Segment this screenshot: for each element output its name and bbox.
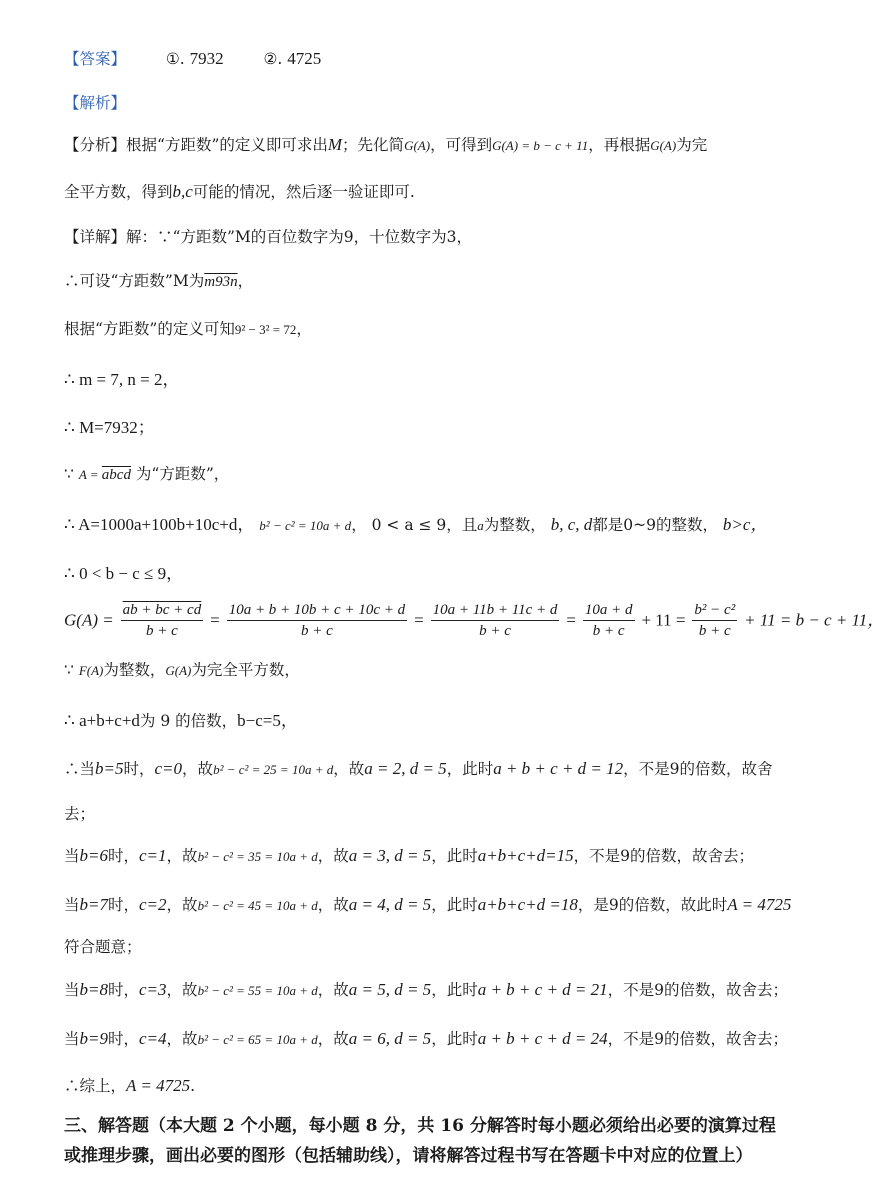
detail-eq: c=2 (139, 895, 167, 914)
detail-line-6 (64, 463, 830, 486)
detail-text: ， 0 < a ≤ 9，且 (351, 516, 478, 534)
detail-text: ， (296, 320, 312, 338)
detail-text: ，是9的倍数，故此时 (577, 896, 728, 914)
detail-text: 时， (108, 847, 140, 865)
detail-eq: b² − c² = 25 = 10a + d (213, 762, 334, 777)
detail-line-4 (64, 369, 830, 391)
fenxi-ga: G(A) (404, 138, 431, 153)
detail-line-5 (64, 417, 830, 439)
detail-text: 去； (64, 805, 96, 823)
fraction-numerator: b² − c² (692, 600, 737, 621)
detail-eq: b² − c² = 55 = 10a + d (197, 983, 318, 998)
fenxi-text: ，再根据 (588, 136, 651, 154)
section-3-text: 或推理步骤，画出必要的图形（包括辅助线），请将解答过程书写在答题卡中对应的位置上） (64, 1146, 753, 1166)
detail-eq: G(A) = (64, 610, 114, 630)
detail-eq: b² − c² = 45 = 10a + d (197, 898, 318, 913)
detail-text: 时， (108, 981, 140, 999)
detail-text: ，不是9的倍数，故舍去； (607, 1030, 789, 1048)
fraction-denominator: b + c (301, 623, 333, 639)
detail-line-1 (64, 226, 830, 248)
detail-text: ，故 (317, 847, 349, 865)
detail-text: ，故 (333, 760, 365, 778)
detail-text: 根据“方距数”的定义可知 (64, 320, 235, 338)
detail-eq: b=9 (79, 1029, 108, 1048)
fenxi-tag: 【分析】 (64, 136, 127, 154)
detail-eq: c=4 (139, 1029, 167, 1048)
detail-eq: a+b+c+d=15 (477, 846, 574, 865)
fraction (121, 600, 204, 641)
fenxi-text: 可能的情况，然后逐一验证即可. (192, 183, 415, 201)
detail-text: ， (237, 272, 254, 290)
detail-line-16 (64, 936, 830, 958)
detail-eq: b² − c² = 35 = 10a + d (197, 849, 318, 864)
detail-text: ，故 (182, 760, 214, 778)
detail-text: 为 9 的倍数， (139, 712, 238, 730)
detail-line-2 (64, 270, 830, 293)
detail-text: ，故 (166, 847, 198, 865)
detail-line-13 (64, 803, 830, 825)
detail-eq: a + b + c + d = 21 (477, 980, 608, 999)
section-3-text: 三、解答题（本大题 2 个小题，每小题 8 分，共 16 分解答时每小题必须给出必要的演算过程 (64, 1116, 776, 1136)
detail-eq: b>c， (722, 515, 768, 534)
detail-text: 当 (64, 1030, 80, 1048)
detail-text: ，此时 (446, 760, 494, 778)
detail-line-7 (64, 514, 830, 537)
detail-eq: + 11 = b − c + 11， (744, 610, 885, 630)
detail-line-17 (64, 979, 830, 1002)
fraction-numerator: 10a + d (583, 600, 635, 621)
detail-eq: b=5 (95, 759, 124, 778)
detail-line-15 (64, 894, 830, 917)
section-3-heading-line-2 (64, 1145, 830, 1167)
detail-eq: A = 4725 (126, 1076, 191, 1095)
detail-var: b, c, d (550, 515, 593, 534)
detail-line-9: G(A) = $\frac{ab + bc + cd}{b + c}$ = $\frac{10a + b + 10b + c + 10c + d}{b + c}$ = $\frac{10a + 11b + 11c + d}{b + c}$ = $\frac{10a + d}{b + c}$ + 11 = $\frac{\text{b² − c²}}{b + c}$ + 11 = b − c + 11， (64, 602, 885, 639)
fraction-denominator: b + c (479, 623, 511, 639)
fraction-denominator: b + c (698, 623, 731, 639)
overline-number: m93n (204, 274, 238, 290)
detail-text: 符合题意； (64, 938, 142, 956)
detail-line-12 (64, 758, 830, 781)
fraction-denominator: b + c (146, 623, 178, 639)
detail-text: 时， (108, 896, 140, 914)
detail-line-8 (64, 563, 830, 585)
fenxi-text: 为完 (676, 136, 708, 154)
detail-line-11 (64, 710, 830, 732)
detail-eq: b² − c² = 10a + d (259, 518, 352, 533)
detail-eq: b=8 (79, 980, 108, 999)
detail-eq: G(A) (165, 663, 192, 678)
detail-eq: c=3 (139, 980, 167, 999)
detail-line-10 (64, 659, 830, 682)
analysis-tag: 【解析】 (64, 94, 127, 112)
fenxi-eq: G(A) = b − c + 11 (492, 138, 589, 153)
fraction-numerator: 10a + b + 10b + c + 10c + d (227, 600, 407, 621)
detail-eq: 9² − 3² = 72 (234, 322, 297, 337)
fraction (431, 600, 560, 641)
fenxi-bc: b,c (172, 182, 193, 201)
answer-1-value: 7932 (189, 49, 224, 68)
detail-eq: F(A) (78, 663, 104, 678)
fenxi-text: 根据“方距数”的定义即可求出 (126, 136, 328, 154)
detail-eq: a = 2, d = 5 (364, 759, 447, 778)
detail-eq: a+b+c+d =18 (477, 895, 578, 914)
detail-line-3 (64, 318, 830, 341)
section-3-heading-line-1 (64, 1115, 830, 1137)
overline-number: abcd (101, 467, 131, 483)
detail-text: ∴当 (64, 760, 96, 778)
detail-text: 时， (108, 1030, 140, 1048)
detail-text: ，不是9的倍数，故舍去； (607, 981, 789, 999)
detail-eq: a = 6, d = 5 (348, 1029, 432, 1048)
detail-text: 为完全平方数， (191, 661, 300, 679)
detail-text: ，此时 (431, 981, 478, 999)
detail-eq: a = 5, d = 5 (348, 980, 432, 999)
detail-eq: ∴ 0 < b − c ≤ 9， (64, 564, 184, 583)
detail-text: 都是0~9的整数， (592, 516, 718, 534)
fenxi-m: M (327, 135, 343, 154)
fraction (692, 600, 737, 641)
detail-tag: 【详解】 (64, 228, 127, 246)
fenxi-text: ；先化简 (342, 136, 405, 154)
detail-text: ∵ (64, 465, 74, 483)
answer-2-marker: ②. (263, 50, 283, 68)
fenxi-text: ，可得到 (430, 136, 493, 154)
detail-text: 解：∵“方距数”M的百位数字为9，十位数字为3， (126, 228, 472, 246)
detail-text: ，此时 (431, 896, 478, 914)
fenxi-ga: G(A) (650, 138, 677, 153)
detail-text: ∴综上， (64, 1077, 127, 1095)
detail-eq: A = (78, 467, 102, 482)
detail-eq: a = 3, d = 5 (348, 846, 432, 865)
detail-eq: c=0 (154, 759, 183, 778)
fenxi-line-2 (64, 181, 830, 203)
detail-text: ，此时 (431, 1030, 478, 1048)
detail-eq: ∴ A=1000a+100b+10c+d， (64, 515, 255, 534)
answer-tag: 【答案】 (64, 50, 127, 68)
detail-text: 当 (64, 847, 80, 865)
detail-eq: b² − c² = 65 = 10a + d (197, 1032, 318, 1047)
fenxi-text: 全平方数，得到 (64, 183, 173, 201)
fraction-numerator: 10a + 11b + 11c + d (431, 600, 560, 621)
detail-eq: ∴ M=7932； (64, 418, 155, 437)
answer-line (64, 48, 830, 70)
detail-text: ，故 (317, 896, 349, 914)
fraction (583, 600, 635, 641)
detail-eq: ∴ m = 7, n = 2， (64, 370, 180, 389)
detail-text: ，不是9的倍数，故舍去； (573, 847, 755, 865)
detail-text: ，故 (166, 1030, 198, 1048)
detail-text: ∵ (64, 661, 74, 679)
detail-text: ，此时 (431, 847, 478, 865)
detail-eq: + 11 = (641, 610, 686, 630)
detail-text: 时， (123, 760, 155, 778)
detail-eq: A = 4725 (727, 895, 792, 914)
detail-text: . (190, 1077, 196, 1095)
fraction (227, 600, 407, 641)
analysis-heading (64, 92, 830, 114)
detail-eq: b=6 (79, 846, 108, 865)
detail-text: ，故 (166, 981, 198, 999)
detail-var: a (477, 518, 484, 533)
detail-text: 为“方距数”， (135, 465, 230, 483)
detail-eq: c=1 (139, 846, 167, 865)
detail-line-14 (64, 845, 830, 868)
detail-line-19 (64, 1075, 830, 1097)
detail-eq: ∴ a+b+c+d (64, 711, 140, 730)
detail-text: 当 (64, 896, 80, 914)
detail-text: 为整数， (103, 661, 166, 679)
detail-eq: a = 4, d = 5 (348, 895, 432, 914)
detail-eq: b=7 (79, 895, 108, 914)
detail-eq: a + b + c + d = 12 (493, 759, 624, 778)
detail-text: 当 (64, 981, 80, 999)
detail-text: ，不是9的倍数，故舍 (623, 760, 773, 778)
fraction-numerator: ab + bc + cd (121, 600, 204, 621)
detail-text: ，故 (317, 1030, 349, 1048)
detail-line-18 (64, 1028, 830, 1051)
answer-2-value: 4725 (287, 49, 322, 68)
fraction-denominator: b + c (592, 623, 625, 639)
detail-text: 为整数， (483, 516, 546, 534)
detail-text: ∴可设“方距数”M为 (64, 272, 205, 290)
detail-eq: a + b + c + d = 24 (477, 1029, 608, 1048)
fenxi-line-1 (64, 134, 830, 157)
answer-1-marker: ①. (165, 50, 185, 68)
detail-text: ，故 (166, 896, 198, 914)
detail-eq: b−c=5， (237, 711, 298, 730)
detail-text: ，故 (317, 981, 349, 999)
